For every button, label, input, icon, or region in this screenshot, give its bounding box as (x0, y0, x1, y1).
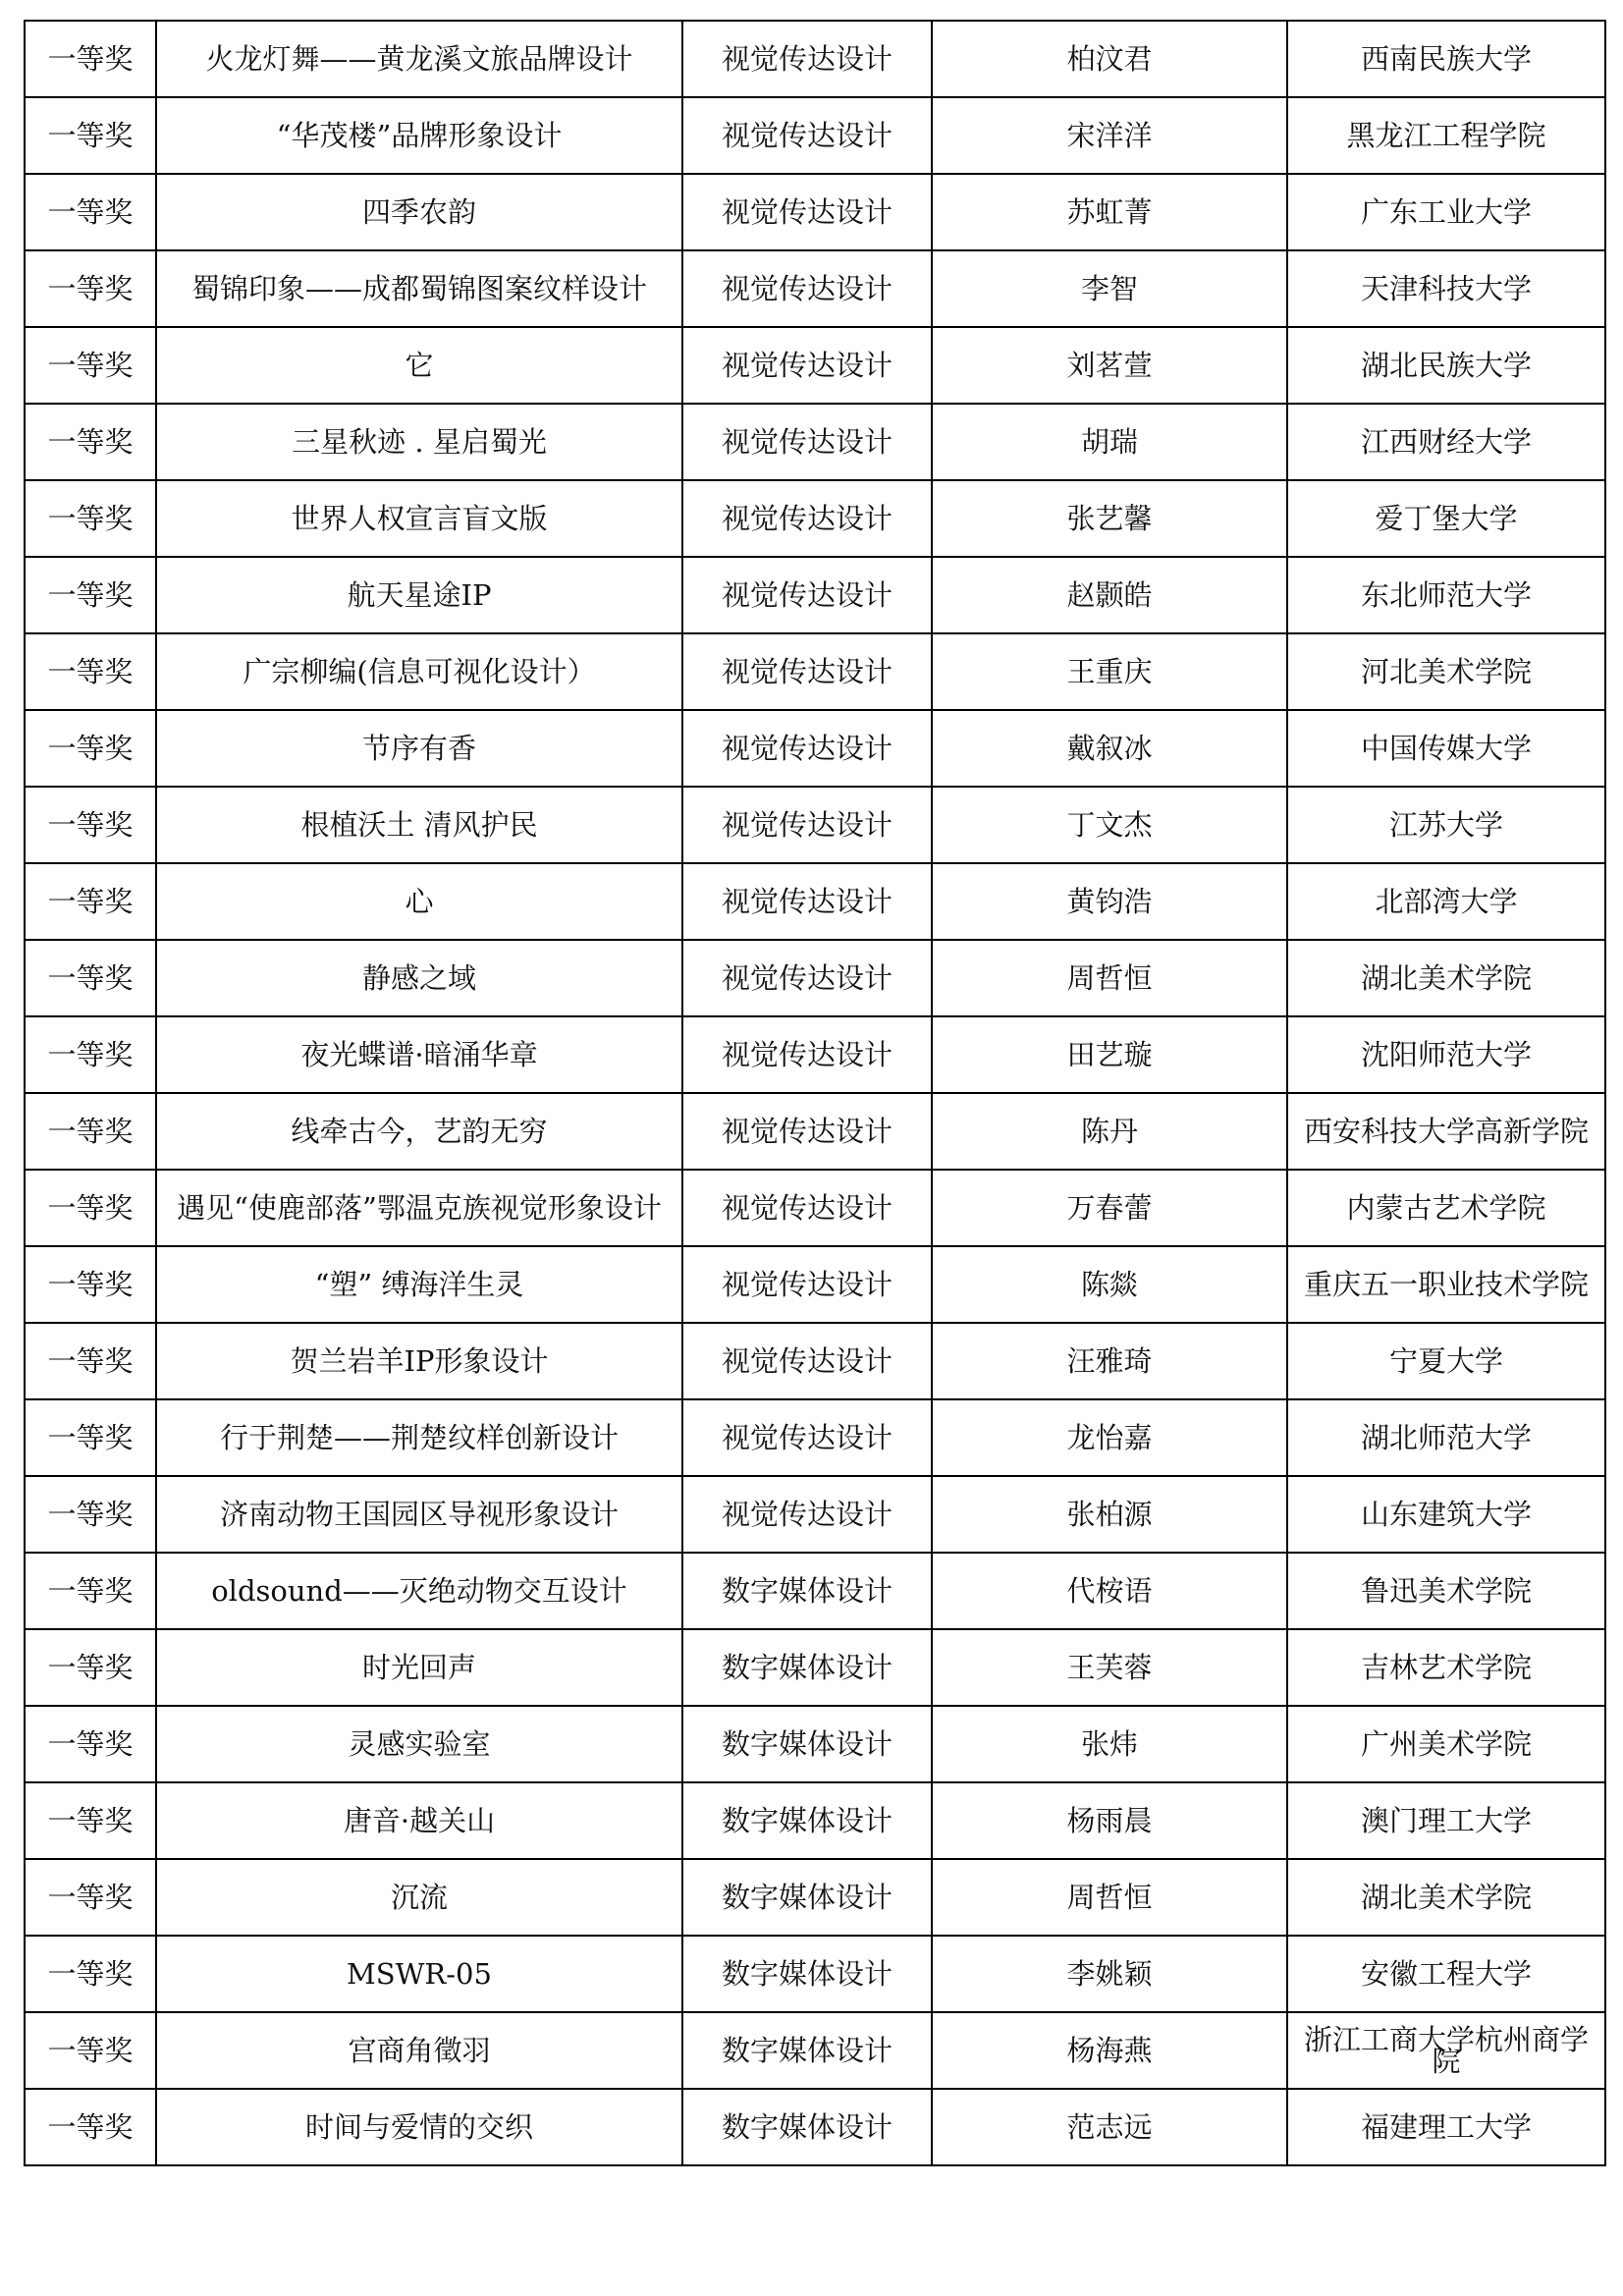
work-title-cell: 贺兰岩羊IP形象设计 (156, 1323, 682, 1399)
award-level-cell: 一等奖 (25, 1170, 156, 1246)
category-cell: 视觉传达设计 (682, 174, 932, 250)
category-cell: 视觉传达设计 (682, 97, 932, 174)
school-cell: 爱丁堡大学 (1287, 480, 1605, 557)
category-cell: 视觉传达设计 (682, 480, 932, 557)
category-cell: 数字媒体设计 (682, 1553, 932, 1629)
table-row (25, 21, 1605, 97)
school-cell: 西安科技大学高新学院 (1287, 1093, 1605, 1170)
school-cell: 黑龙江工程学院 (1287, 97, 1605, 174)
award-level-cell: 一等奖 (25, 557, 156, 633)
work-title-cell: 火龙灯舞——黄龙溪文旅品牌设计 (156, 21, 682, 97)
author-cell: 苏虹菁 (932, 174, 1287, 250)
award-level-cell: 一等奖 (25, 404, 156, 480)
school-cell: 河北美术学院 (1287, 633, 1605, 710)
work-title-cell: 夜光蝶谱·暗涌华章 (156, 1016, 682, 1093)
table-row (25, 1170, 1605, 1246)
table-row (25, 1246, 1605, 1323)
award-level-cell: 一等奖 (25, 1936, 156, 2012)
award-level-cell: 一等奖 (25, 2089, 156, 2165)
table-row (25, 557, 1605, 633)
school-cell: 天津科技大学 (1287, 250, 1605, 327)
school-cell: 山东建筑大学 (1287, 1476, 1605, 1553)
award-level-cell: 一等奖 (25, 1399, 156, 1476)
work-title-cell: 航天星途IP (156, 557, 682, 633)
award-level-cell: 一等奖 (25, 633, 156, 710)
award-level-cell: 一等奖 (25, 1323, 156, 1399)
table-row (25, 2012, 1605, 2089)
category-cell: 数字媒体设计 (682, 1629, 932, 1706)
author-cell: 丁文杰 (932, 787, 1287, 863)
table-row (25, 1859, 1605, 1936)
category-cell: 视觉传达设计 (682, 327, 932, 404)
category-cell: 视觉传达设计 (682, 710, 932, 787)
category-cell: 视觉传达设计 (682, 633, 932, 710)
school-cell: 内蒙古艺术学院 (1287, 1170, 1605, 1246)
category-cell: 视觉传达设计 (682, 1093, 932, 1170)
school-cell: 广州美术学院 (1287, 1706, 1605, 1782)
school-cell: 鲁迅美术学院 (1287, 1553, 1605, 1629)
author-cell: 代桉语 (932, 1553, 1287, 1629)
author-cell: 王芙蓉 (932, 1629, 1287, 1706)
award-level-cell: 一等奖 (25, 250, 156, 327)
award-level-cell: 一等奖 (25, 327, 156, 404)
school-cell: 澳门理工大学 (1287, 1782, 1605, 1859)
category-cell: 视觉传达设计 (682, 21, 932, 97)
work-title-cell: 灵感实验室 (156, 1706, 682, 1782)
author-cell: 柏汶君 (932, 21, 1287, 97)
work-title-cell: 行于荆楚——荆楚纹样创新设计 (156, 1399, 682, 1476)
author-cell: 李姚颖 (932, 1936, 1287, 2012)
author-cell: 张炜 (932, 1706, 1287, 1782)
work-title-cell: oldsound——灭绝动物交互设计 (156, 1553, 682, 1629)
table-row (25, 940, 1605, 1016)
author-cell: 周哲恒 (932, 940, 1287, 1016)
work-title-cell: 心 (156, 863, 682, 940)
school-cell: 重庆五一职业技术学院 (1287, 1246, 1605, 1323)
table-row (25, 1553, 1605, 1629)
author-cell: 宋洋洋 (932, 97, 1287, 174)
school-cell: 浙江工商大学杭州商学院 (1287, 2012, 1605, 2089)
awards-table (24, 20, 1606, 2166)
work-title-cell: 四季农韵 (156, 174, 682, 250)
table-row (25, 1093, 1605, 1170)
category-cell: 数字媒体设计 (682, 1859, 932, 1936)
author-cell: 杨雨晨 (932, 1782, 1287, 1859)
school-cell: 沈阳师范大学 (1287, 1016, 1605, 1093)
work-title-cell: 线牵古今，艺韵无穷 (156, 1093, 682, 1170)
author-cell: 赵颢皓 (932, 557, 1287, 633)
category-cell: 数字媒体设计 (682, 2012, 932, 2089)
school-cell: 江苏大学 (1287, 787, 1605, 863)
award-level-cell: 一等奖 (25, 863, 156, 940)
table-row (25, 250, 1605, 327)
author-cell: 万春蕾 (932, 1170, 1287, 1246)
school-cell: 中国传媒大学 (1287, 710, 1605, 787)
school-cell: 福建理工大学 (1287, 2089, 1605, 2165)
work-title-cell: 三星秋迹 . 星启蜀光 (156, 404, 682, 480)
awards-table-body (25, 21, 1605, 2165)
author-cell: 周哲恒 (932, 1859, 1287, 1936)
author-cell: 胡瑞 (932, 404, 1287, 480)
award-level-cell: 一等奖 (25, 787, 156, 863)
table-row (25, 1706, 1605, 1782)
award-level-cell: 一等奖 (25, 2012, 156, 2089)
table-row (25, 1629, 1605, 1706)
school-cell: 宁夏大学 (1287, 1323, 1605, 1399)
author-cell: 李智 (932, 250, 1287, 327)
award-level-cell: 一等奖 (25, 1246, 156, 1323)
work-title-cell: 蜀锦印象——成都蜀锦图案纹样设计 (156, 250, 682, 327)
author-cell: 汪雅琦 (932, 1323, 1287, 1399)
work-title-cell: 宫商角徵羽 (156, 2012, 682, 2089)
category-cell: 视觉传达设计 (682, 787, 932, 863)
table-row (25, 327, 1605, 404)
award-level-cell: 一等奖 (25, 97, 156, 174)
table-row (25, 1476, 1605, 1553)
school-cell: 安徽工程大学 (1287, 1936, 1605, 2012)
table-row (25, 1016, 1605, 1093)
table-row (25, 1782, 1605, 1859)
school-cell: 西南民族大学 (1287, 21, 1605, 97)
table-row (25, 174, 1605, 250)
school-cell: 湖北民族大学 (1287, 327, 1605, 404)
award-level-cell: 一等奖 (25, 1629, 156, 1706)
category-cell: 视觉传达设计 (682, 1016, 932, 1093)
table-row (25, 633, 1605, 710)
author-cell: 王重庆 (932, 633, 1287, 710)
award-level-cell: 一等奖 (25, 21, 156, 97)
award-level-cell: 一等奖 (25, 1016, 156, 1093)
table-row (25, 1399, 1605, 1476)
category-cell: 视觉传达设计 (682, 1246, 932, 1323)
table-row (25, 787, 1605, 863)
award-level-cell: 一等奖 (25, 174, 156, 250)
author-cell: 陈燚 (932, 1246, 1287, 1323)
award-level-cell: 一等奖 (25, 940, 156, 1016)
category-cell: 数字媒体设计 (682, 1936, 932, 2012)
school-cell: 湖北美术学院 (1287, 1859, 1605, 1936)
category-cell: 数字媒体设计 (682, 1782, 932, 1859)
author-cell: 范志远 (932, 2089, 1287, 2165)
work-title-cell: 唐音·越关山 (156, 1782, 682, 1859)
work-title-cell: 世界人权宣言盲文版 (156, 480, 682, 557)
work-title-cell: 它 (156, 327, 682, 404)
category-cell: 数字媒体设计 (682, 1706, 932, 1782)
school-cell: 湖北美术学院 (1287, 940, 1605, 1016)
award-level-cell: 一等奖 (25, 1706, 156, 1782)
work-title-cell: 济南动物王国园区导视形象设计 (156, 1476, 682, 1553)
school-cell: 广东工业大学 (1287, 174, 1605, 250)
author-cell: 黄钧浩 (932, 863, 1287, 940)
work-title-cell: 时光回声 (156, 1629, 682, 1706)
category-cell: 视觉传达设计 (682, 1170, 932, 1246)
author-cell: 刘茗萱 (932, 327, 1287, 404)
work-title-cell: MSWR-05 (156, 1936, 682, 2012)
award-level-cell: 一等奖 (25, 1859, 156, 1936)
work-title-cell: “塑” 缚海洋生灵 (156, 1246, 682, 1323)
category-cell: 视觉传达设计 (682, 1399, 932, 1476)
work-title-cell: 遇见“使鹿部落”鄂温克族视觉形象设计 (156, 1170, 682, 1246)
table-row (25, 710, 1605, 787)
work-title-cell: 根植沃土 清风护民 (156, 787, 682, 863)
table-row (25, 1323, 1605, 1399)
table-row (25, 863, 1605, 940)
category-cell: 数字媒体设计 (682, 2089, 932, 2165)
category-cell: 视觉传达设计 (682, 404, 932, 480)
category-cell: 视觉传达设计 (682, 250, 932, 327)
award-level-cell: 一等奖 (25, 480, 156, 557)
award-level-cell: 一等奖 (25, 1553, 156, 1629)
author-cell: 杨海燕 (932, 2012, 1287, 2089)
award-level-cell: 一等奖 (25, 1782, 156, 1859)
school-cell: 东北师范大学 (1287, 557, 1605, 633)
table-row (25, 2089, 1605, 2165)
school-cell: 北部湾大学 (1287, 863, 1605, 940)
category-cell: 视觉传达设计 (682, 940, 932, 1016)
category-cell: 视觉传达设计 (682, 557, 932, 633)
school-cell: 湖北师范大学 (1287, 1399, 1605, 1476)
award-level-cell: 一等奖 (25, 1476, 156, 1553)
table-row (25, 404, 1605, 480)
author-cell: 张柏源 (932, 1476, 1287, 1553)
work-title-cell: “华茂楼”品牌形象设计 (156, 97, 682, 174)
table-row (25, 480, 1605, 557)
school-cell: 吉林艺术学院 (1287, 1629, 1605, 1706)
award-level-cell: 一等奖 (25, 1093, 156, 1170)
work-title-cell: 沉流 (156, 1859, 682, 1936)
table-row (25, 1936, 1605, 2012)
award-level-cell: 一等奖 (25, 710, 156, 787)
author-cell: 戴叙冰 (932, 710, 1287, 787)
author-cell: 张艺馨 (932, 480, 1287, 557)
work-title-cell: 广宗柳编(信息可视化设计） (156, 633, 682, 710)
work-title-cell: 节序有香 (156, 710, 682, 787)
school-cell: 江西财经大学 (1287, 404, 1605, 480)
table-row (25, 97, 1605, 174)
work-title-cell: 时间与爱情的交织 (156, 2089, 682, 2165)
author-cell: 田艺璇 (932, 1016, 1287, 1093)
category-cell: 视觉传达设计 (682, 863, 932, 940)
work-title-cell: 静感之域 (156, 940, 682, 1016)
author-cell: 陈丹 (932, 1093, 1287, 1170)
category-cell: 视觉传达设计 (682, 1476, 932, 1553)
author-cell: 龙怡嘉 (932, 1399, 1287, 1476)
category-cell: 视觉传达设计 (682, 1323, 932, 1399)
